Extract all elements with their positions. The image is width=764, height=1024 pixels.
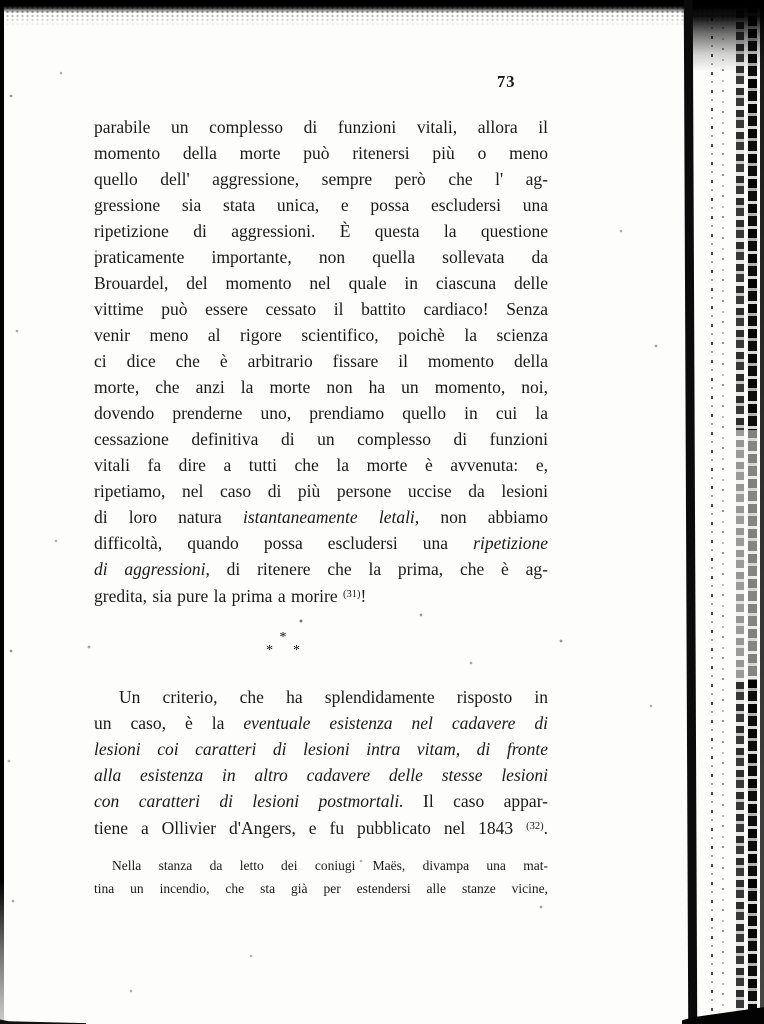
text-line [94,530,548,556]
text-segment: ci dice che è arbitrario fissare il momento della [94,351,548,371]
binding-gutter-fade [732,430,758,680]
text-line [94,322,548,348]
text-segment: gressione sia stata unica, e possa escludersi una [94,195,548,215]
paragraph-case-smallprint [94,854,548,900]
text-segment: ! [360,586,367,606]
text-segment: lesioni coi caratteri di lesioni intra vitam, di fronte [94,739,548,759]
text-segment: dovendo prenderne uno, prendiamo quello in cui la [94,403,548,423]
text-segment: momento della morte può ritenersi più o meno [94,143,548,163]
text-line [94,710,548,736]
scan-top-noise [0,6,764,30]
text-line [94,192,548,218]
text-line [94,348,548,374]
text-line [94,270,548,296]
text-segment: Il caso appar- [403,791,549,811]
asterism-bottom-row [262,645,304,656]
text-segment: ripetiamo, nel caso di più persone uccise da lesioni [94,481,548,501]
text-line [94,684,548,710]
text-segment: . [543,818,548,838]
text-line [94,452,548,478]
text-segment: un caso, è la [94,713,244,733]
text-segment: di aggressioni, [94,559,210,579]
text-line [94,374,548,400]
text-segment: vittime può essere cessato il battito cardiaco! Senza [94,299,548,319]
text-line [94,762,548,788]
text-line [94,114,548,140]
text-segment: Un criterio, che ha splendidamente risposto in [119,687,548,707]
text-segment: di loro natura [94,507,243,527]
text-line [94,504,548,530]
text-segment: Brouardel, del momento nel quale in ciascuna delle [94,273,548,293]
paragraph-main [94,114,548,609]
text-line [94,736,548,762]
paper-speckles [0,0,2,2]
text-line [94,788,548,814]
text-segment: ripetizione di aggressioni. È questa la questione [94,221,548,241]
text-segment: difficoltà, quando possa escludersi una [94,533,474,553]
text-line [94,877,548,900]
text-segment: alla esistenza in altro cadavere delle stesse lesioni [94,765,548,785]
page-number: 73 [497,72,516,91]
text-line [94,400,548,426]
text-segment: eventuale esistenza nel cadavere di [243,713,548,733]
asterisk-icon: * [266,643,273,658]
text-segment: parabile un complesso di funzioni vitali, allora il [94,117,548,137]
text-line [94,166,548,192]
page-right-border [684,0,698,1024]
page-left-border [0,0,4,1024]
text-segment: gredita, sia pure la prima a morire [94,586,343,606]
text-segment: con caratteri di lesioni postmortali. [94,791,404,811]
text-line [94,426,548,452]
text-segment: cessazione definitiva di un complesso di funzioni [94,429,548,449]
text-segment: istantaneamente letali, [242,507,420,527]
footnote-ref: (31) [342,589,361,600]
text-segment: quello dell' aggressione, sempre però che l' ag- [94,169,548,189]
section-separator-asterism [262,632,304,656]
text-line [94,814,548,841]
scan-corner-shadow-bottom-left [0,1019,86,1024]
text-segment: morte, che anzi la morte non ha un momento, noi, [94,377,548,397]
binding-gutter-top-shadow [690,0,764,72]
text-line [94,854,548,877]
text-line [94,582,548,609]
text-segment: non abbiamo [419,507,548,527]
asterisk-icon: * [293,643,300,658]
text-line [94,140,548,166]
text-segment: praticamente importante, non quella sollevata da [94,247,548,267]
asterisk-icon: * [279,630,287,645]
text-segment: ripetizione [473,533,548,553]
text-line [94,478,548,504]
text-segment: Nella stanza da letto dei coniugi Maës, divampa una mat- [112,858,548,873]
text-line [94,296,548,322]
text-line [94,218,548,244]
text-segment: tina un incendio, che sta già per estendersi alle stanze vicine, [94,881,548,896]
text-segment: tiene a Ollivier d'Angers, e fu pubblicato nel 1843 [94,818,527,838]
text-line [94,556,548,582]
footnote-ref: (32) [526,821,544,832]
text-segment: di ritenere che la prima, che è ag- [209,559,548,579]
text-segment: vitali fa dire a tutti che la morte è avvenuta: e, [94,455,548,475]
asterism-top-row [262,632,304,643]
text-segment: venir meno al rigore scientifico, poichè la scienza [94,325,548,345]
paragraph-criterion [94,684,548,841]
text-line [94,244,548,270]
